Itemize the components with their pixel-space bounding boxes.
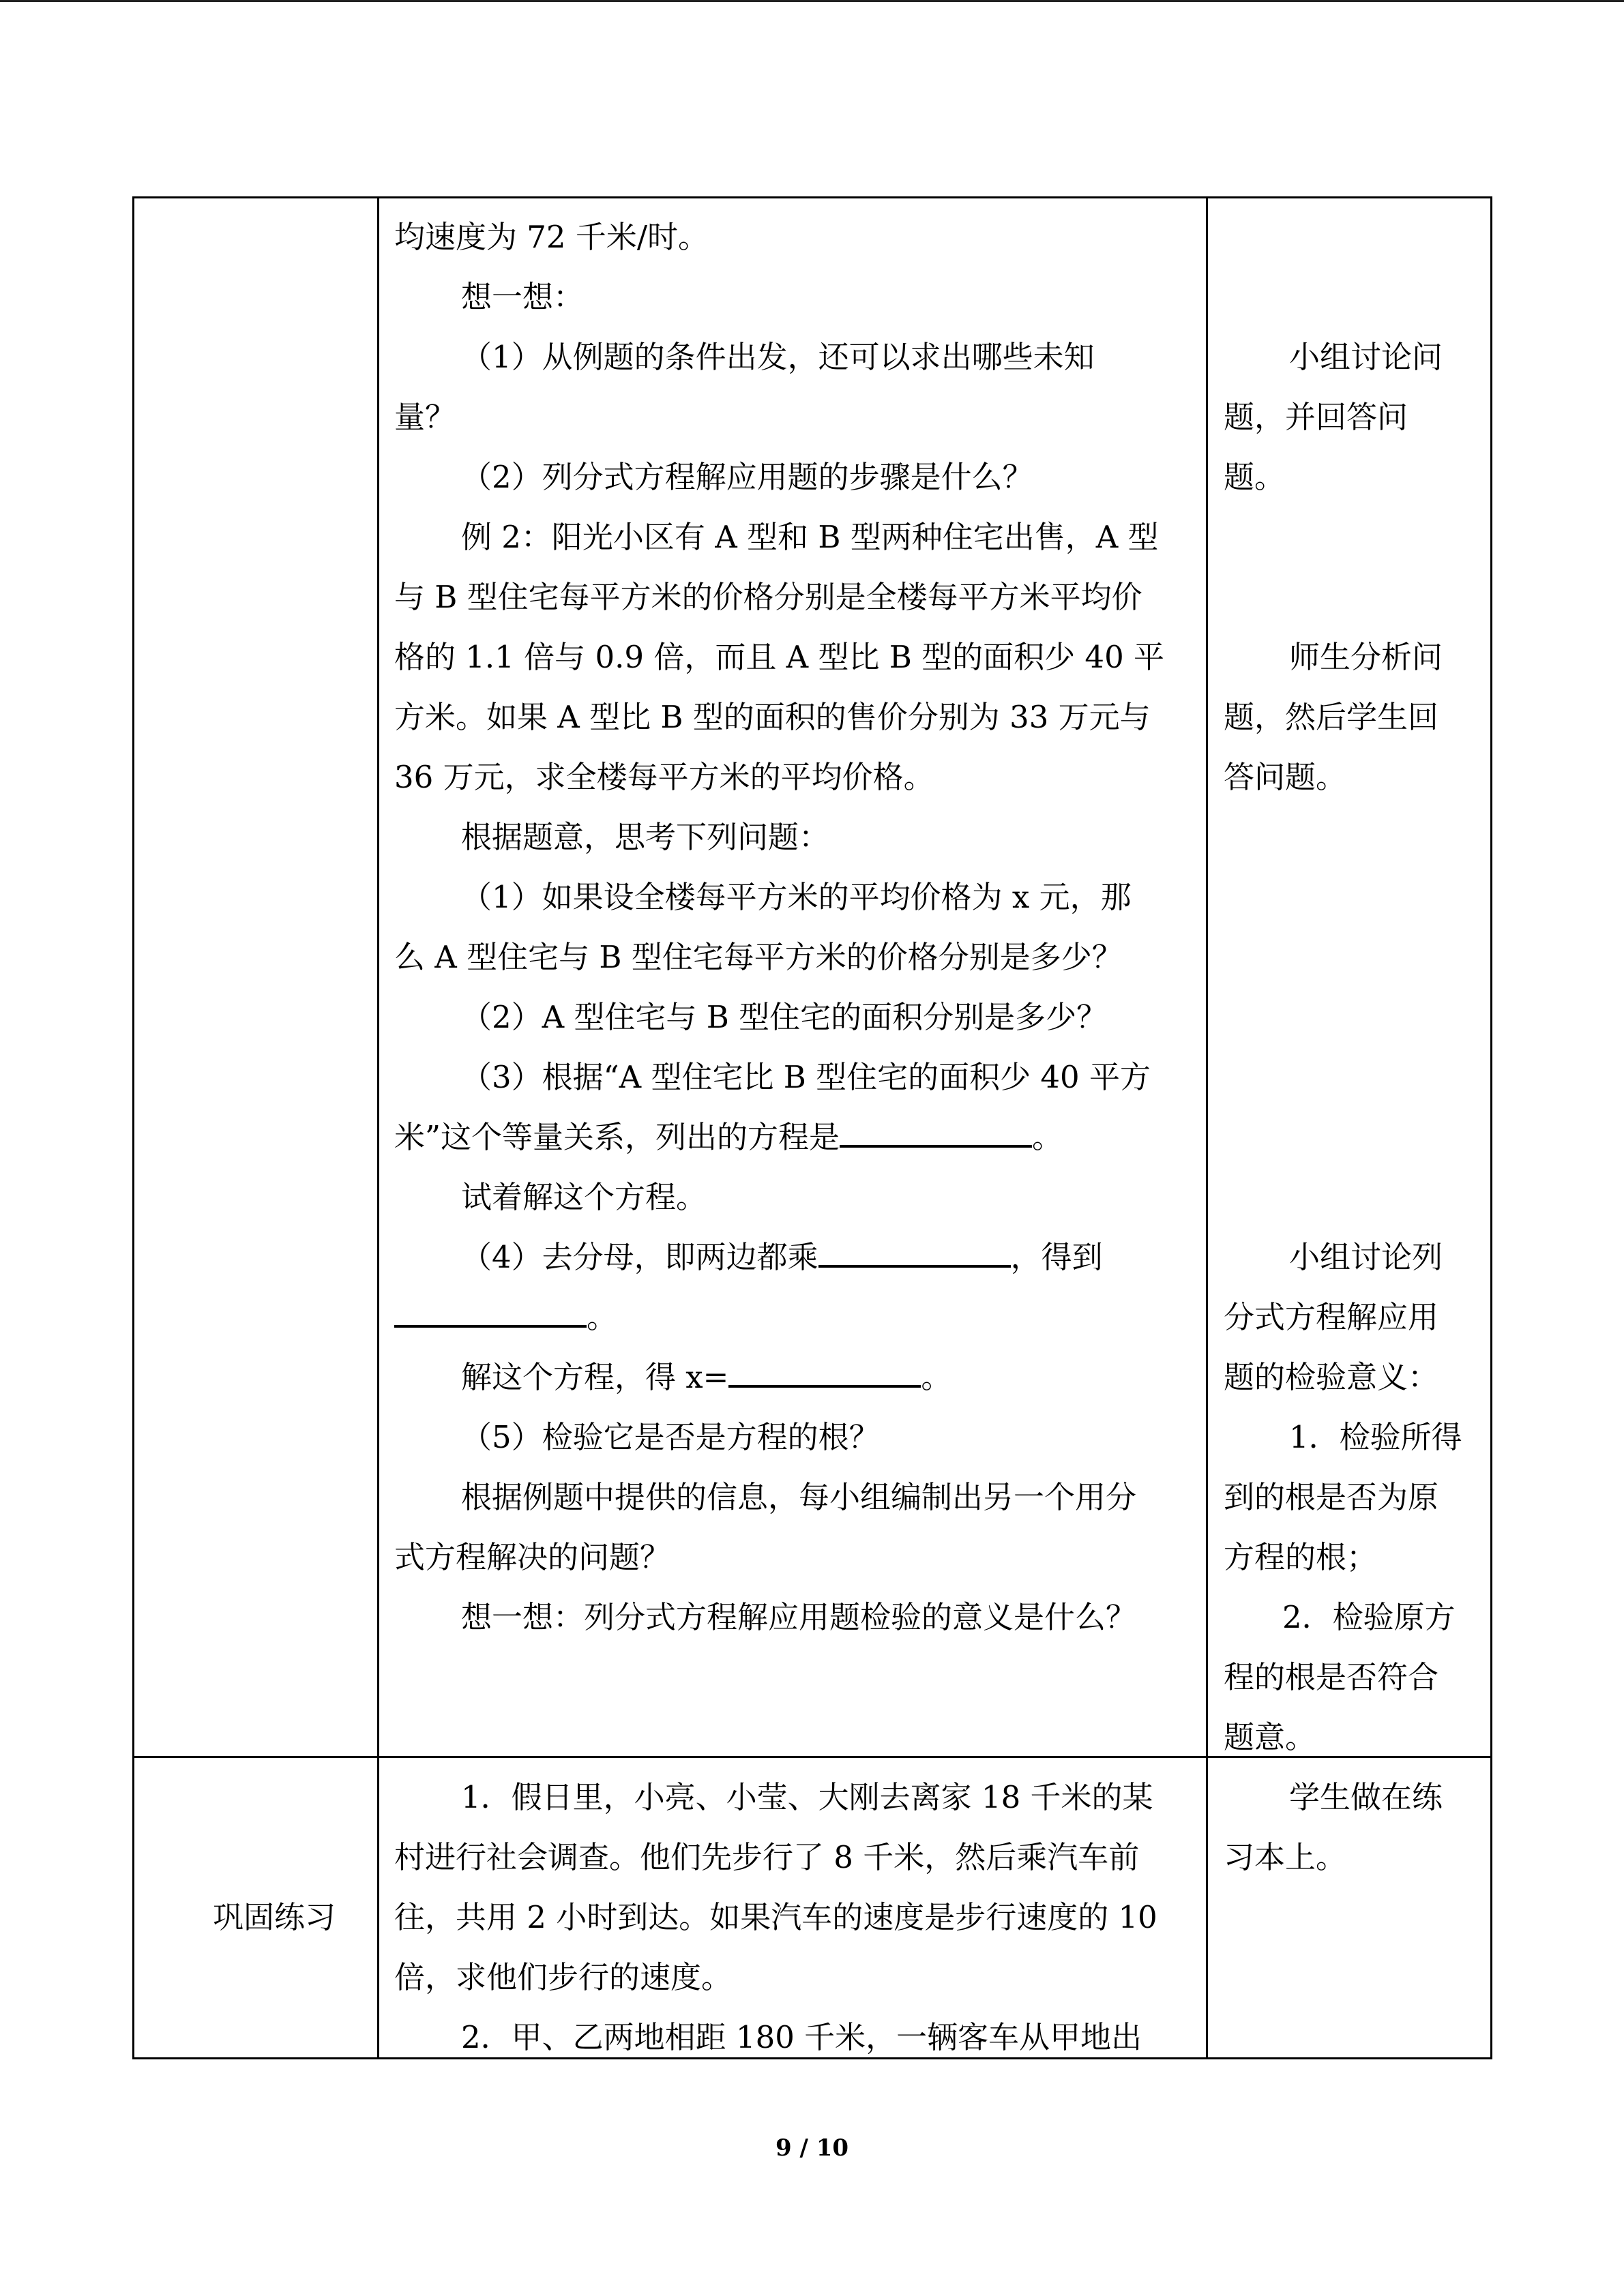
- text-fragment: 。: [1032, 1119, 1063, 1155]
- practice-line: 2．甲、乙两地相距 180 千米，一辆客车从甲地出: [461, 2019, 1142, 2055]
- text-line: 么 A 型住宅与 B 型住宅每平方米的价格分别是多少？: [394, 939, 1123, 975]
- text-line: （1）如果设全楼每平方米的平均价格为 x 元，那: [461, 879, 1132, 915]
- page-top-border: [0, 0, 1624, 2]
- note-line: 方程的根；: [1224, 1539, 1378, 1575]
- note-line: 题意。: [1224, 1719, 1316, 1755]
- text-line: 试着解这个方程。: [461, 1179, 707, 1215]
- practice-note-line: 学生做在练: [1289, 1779, 1443, 1815]
- table-column-divider-2: [1206, 196, 1208, 2059]
- text-line: 量？: [394, 399, 456, 435]
- text-line: 36 万元，求全楼每平方米的平均价格。: [394, 759, 934, 795]
- text-line-with-blank: [394, 1297, 617, 1338]
- note-line: 小组讨论问: [1289, 339, 1443, 375]
- note-line: 题，然后学生回: [1224, 699, 1439, 735]
- practice-line: 往，共用 2 小时到达。如果汽车的速度是步行速度的 10: [394, 1899, 1157, 1935]
- note-line: 到的根是否为原: [1224, 1479, 1439, 1515]
- note-line: 题，并回答问: [1224, 399, 1408, 435]
- text-fragment: ，得到: [1010, 1239, 1103, 1275]
- text-line: （5）检验它是否是方程的根？: [461, 1419, 880, 1455]
- note-line: 答问题。: [1224, 759, 1347, 795]
- text-line: 想一想：列分式方程解应用题检验的意义是什么？: [461, 1599, 1137, 1635]
- note-line: 2．检验原方: [1282, 1599, 1456, 1635]
- page-number: 9 / 10: [775, 2134, 849, 2162]
- text-line: 想一想：: [461, 279, 585, 315]
- practice-line: 倍，求他们步行的速度。: [394, 1959, 733, 1995]
- answer-blank: [394, 1298, 587, 1328]
- note-line: 1．检验所得: [1289, 1419, 1462, 1455]
- text-fragment: 。: [921, 1359, 952, 1395]
- text-fragment: 解这个方程，得 x=: [461, 1359, 729, 1395]
- text-line: 根据题意，思考下列问题：: [461, 819, 830, 855]
- note-line: 师生分析问: [1289, 639, 1443, 675]
- section-label: 巩固练习: [213, 1899, 336, 1935]
- note-line: 程的根是否符合: [1224, 1659, 1439, 1695]
- text-fragment: 。: [587, 1299, 618, 1335]
- answer-blank: [728, 1358, 921, 1388]
- table-column-divider-1: [377, 196, 379, 2059]
- practice-line: 村进行社会调查。他们先步行了 8 千米，然后乘汽车前: [394, 1839, 1140, 1875]
- text-line: 均速度为 72 千米/时。: [394, 219, 709, 255]
- note-line: 题。: [1224, 459, 1286, 495]
- answer-blank: [840, 1118, 1032, 1148]
- text-line: 格的 1.1 倍与 0.9 倍，而且 A 型比 B 型的面积少 40 平: [394, 639, 1165, 675]
- text-line: 根据例题中提供的信息，每小组编制出另一个用分: [461, 1479, 1137, 1515]
- text-line: 方米。如果 A 型比 B 型的面积的售价分别为 33 万元与: [394, 699, 1151, 735]
- text-line: （2）A 型住宅与 B 型住宅的面积分别是多少？: [461, 999, 1108, 1035]
- text-fragment: 米”这个等量关系，列出的方程是: [394, 1119, 840, 1155]
- text-line: 例 2：阳光小区有 A 型和 B 型两种住宅出售，A 型: [461, 519, 1159, 555]
- text-line: （1）从例题的条件出发，还可以求出哪些未知: [461, 339, 1095, 375]
- text-line: （3）根据“A 型住宅比 B 型住宅的面积少 40 平方: [461, 1059, 1151, 1095]
- text-fragment: （4）去分母，即两边都乘: [461, 1239, 818, 1275]
- practice-note-line: 习本上。: [1224, 1839, 1347, 1875]
- note-line: 题的检验意义：: [1224, 1359, 1439, 1395]
- note-line: 分式方程解应用: [1224, 1299, 1439, 1335]
- text-line-with-blank: [461, 1237, 1103, 1278]
- text-line-with-blank: [394, 1117, 1063, 1158]
- text-line-with-blank: [461, 1357, 951, 1398]
- answer-blank: [818, 1238, 1011, 1268]
- note-line: 小组讨论列: [1289, 1239, 1443, 1275]
- text-line: 式方程解决的问题？: [394, 1539, 671, 1575]
- text-line: 与 B 型住宅每平方米的价格分别是全楼每平方米平均价: [394, 579, 1142, 615]
- text-line: （2）列分式方程解应用题的步骤是什么？: [461, 459, 1033, 495]
- practice-line: 1．假日里，小亮、小莹、大刚去离家 18 千米的某: [461, 1779, 1153, 1815]
